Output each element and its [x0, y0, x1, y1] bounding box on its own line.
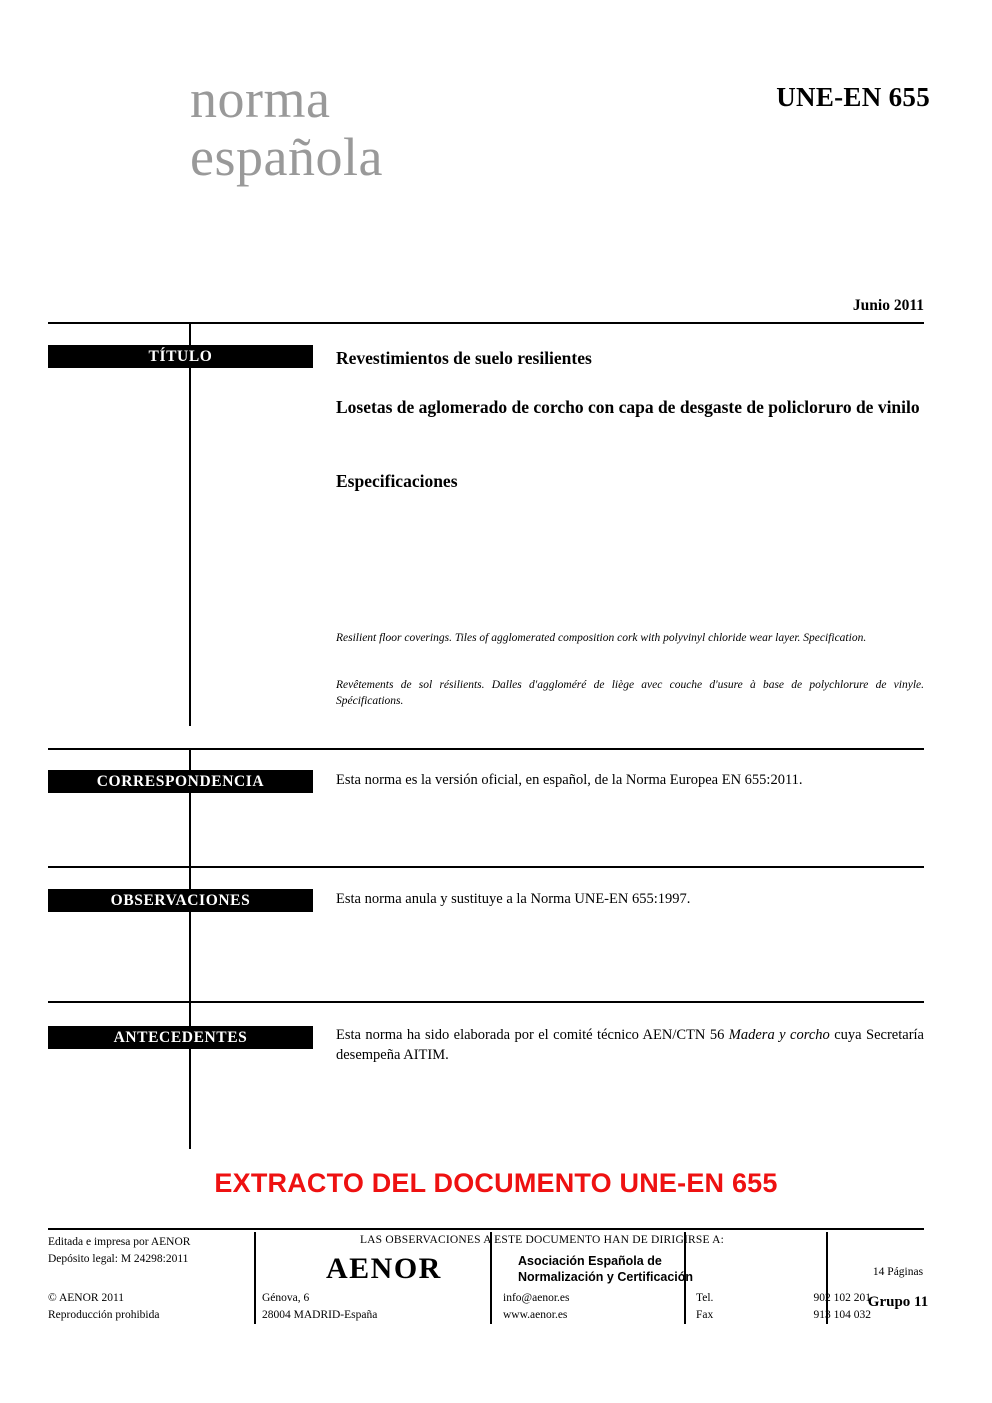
footer-address-line-2: 28004 MADRID-España — [262, 1308, 378, 1321]
spine-titulo — [189, 322, 191, 726]
antecedentes-text — [336, 1025, 924, 1066]
footer-tel-number: 902 102 201 — [813, 1292, 871, 1304]
aenor-logo: AENOR — [326, 1252, 442, 1285]
footer-tel-label: Tel. — [696, 1292, 714, 1304]
spine-antecedentes — [189, 1001, 191, 1149]
observaciones-text: Esta norma anula y sustituye a la Norma UNE-EN 655:1997. — [336, 891, 691, 907]
footer-group: Grupo 11 — [867, 1294, 929, 1310]
section-tag-titulo: TÍTULO — [48, 345, 313, 368]
footer-fax-label: Fax — [696, 1308, 714, 1321]
footer-reproduction: Reproducción prohibida — [48, 1308, 160, 1321]
footer-publisher-block — [48, 1234, 248, 1267]
footer-email[interactable]: info@aenor.es — [503, 1292, 570, 1304]
rule-antecedentes-top — [48, 1001, 924, 1003]
section-tag-observaciones: OBSERVACIONES — [48, 889, 313, 912]
title-translation-french: Revêtements de sol résilients. Dalles d'aggloméré de liège avec couche d'usure à base de polychlorure de vinyle. Spécifications. — [336, 679, 924, 707]
title-line-2: Losetas de aglomerado de corcho con capa de desgaste de policloruro de vinilo — [336, 397, 920, 417]
footer-fax-number: 913 104 032 — [813, 1308, 871, 1321]
footer-deposit: Depósito legal: M 24298:2011 — [48, 1252, 189, 1265]
spine-correspondencia — [189, 748, 191, 866]
footer-divider-1 — [254, 1232, 256, 1324]
footer-edited-by: Editada e impresa por AENOR — [48, 1236, 191, 1248]
extract-banner: EXTRACTO DEL DOCUMENTO UNE-EN 655 — [214, 1168, 778, 1198]
rule-correspondencia-top — [48, 748, 924, 750]
antecedentes-committee-name: Madera y corcho — [728, 1027, 830, 1043]
rule-observaciones-top — [48, 866, 924, 868]
section-tag-correspondencia: CORRESPONDENCIA — [48, 770, 313, 793]
footer-address-line-1: Génova, 6 — [262, 1292, 310, 1304]
spine-observaciones — [189, 866, 191, 1001]
masthead-line-1: norma — [190, 69, 331, 129]
footer-contact-links — [503, 1290, 569, 1323]
aenor-logo-subtitle-line-2: Normalización y Certificación — [518, 1269, 694, 1284]
publication-date: Junio 2011 — [852, 297, 924, 314]
document-code: UNE-EN 655 — [776, 82, 930, 112]
correspondencia-text: Esta norma es la versión oficial, en español, de la Norma Europea EN 655:2011. — [336, 772, 803, 788]
title-line-3: Especificaciones — [336, 471, 458, 491]
aenor-logo-subtitle — [518, 1254, 693, 1285]
footer-copyright-block — [48, 1290, 248, 1323]
footer-copyright: © AENOR 2011 — [48, 1292, 125, 1304]
footer-website[interactable]: www.aenor.es — [503, 1308, 568, 1321]
antecedentes-text-part1: Esta norma ha sido elaborada por el comité técnico AEN/CTN 56 — [336, 1027, 729, 1043]
footer-observations-notice: LAS OBSERVACIONES A ESTE DOCUMENTO HAN DE DIRIGIRSE A: — [359, 1234, 725, 1246]
rule-titulo-top — [48, 322, 924, 324]
aenor-logo-subtitle-line-1: Asociación Española de — [518, 1254, 662, 1268]
footer — [48, 1228, 929, 1326]
masthead-line-2: española — [190, 127, 383, 188]
footer-page-count: 14 Páginas — [872, 1266, 924, 1278]
footer-address — [262, 1290, 377, 1323]
footer-phone-labels — [696, 1290, 713, 1323]
section-tag-antecedentes: ANTECEDENTES — [48, 1026, 313, 1049]
title-line-1: Revestimientos de suelo resilientes — [336, 348, 592, 368]
title-translation-english: Resilient floor coverings. Tiles of agglomerated composition cork with polyvinyl chloride wear layer. Specification. — [336, 632, 867, 644]
antecedentes-text-part2: cuya Secretaría desempeña AITIM. — [336, 1027, 924, 1064]
